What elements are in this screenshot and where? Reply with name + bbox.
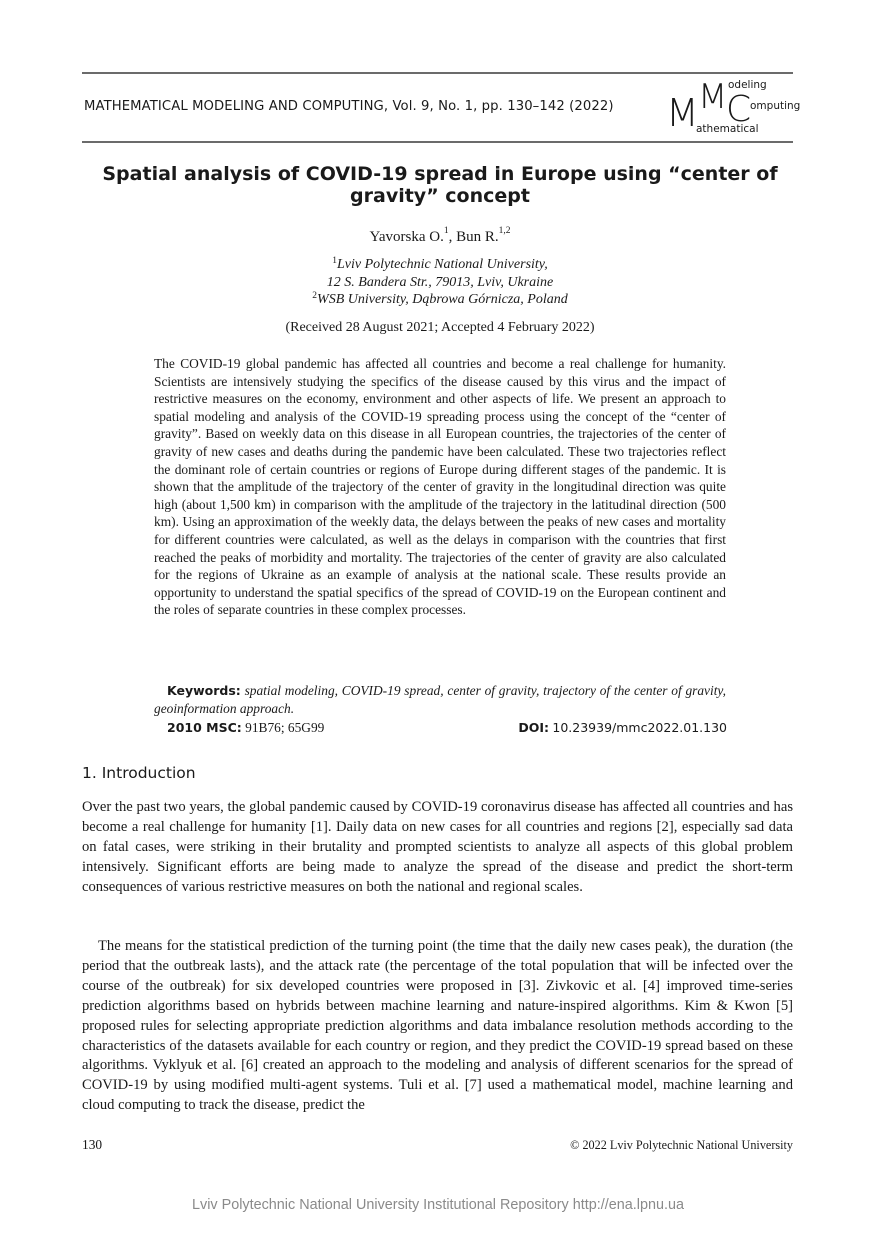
msc-classification xyxy=(167,720,324,736)
author-affiliation-mark: 1,2 xyxy=(498,226,511,236)
affiliation-line xyxy=(90,274,790,292)
keywords-label: Keywords: xyxy=(167,683,241,698)
body-paragraph: The means for the statistical prediction of the turning point (the time that the daily new cases peak), the duration (the period that the outbreak lasts), and the attack rate (the percentage of the total population that will be infected over the course of the outbreak) for six developed countries were proposed in [3]. Zivkovic et al. [4] improved time-series prediction algorithms based on hybrids between machine learning and nature-inspired algorithms. Kim & Kwon [5] proposed rules for selecting appropriate prediction algorithms and data imbalance resolution methods according to the characteristics of the datasets available for each country or region, and they predict the COVID-19 spread based on these algorithms. Vyklyuk et al. [6] created an approach to the modeling and analysis of different scenarios for the spread of COVID-19 by using modified multi-agent systems. Tuli et al. [7] used a mathematical model, machine learning and cloud computing to track the disease, predict the xyxy=(82,938,793,1114)
page-number: 130 xyxy=(82,1137,103,1152)
affiliation-text: WSB University, Dąbrowa Górnicza, Poland xyxy=(317,292,568,307)
author-separator: , xyxy=(448,229,457,245)
received-dates: (Received 28 August 2021; Accepted 4 February 2022) xyxy=(285,320,595,335)
header-rule-top xyxy=(82,72,793,74)
author-name: Yavorska O. xyxy=(369,229,444,245)
logo-letter-m-top: M xyxy=(698,77,728,117)
author-affiliation-mark: 1 xyxy=(443,226,449,236)
msc-label: 2010 MSC: xyxy=(167,720,242,735)
msc-codes: 91B76; 65G99 xyxy=(245,720,325,735)
section-heading: 1. Introduction xyxy=(82,764,196,782)
affiliation-text: Lviv Polytechnic National University, xyxy=(337,257,548,272)
affiliation-text: 12 S. Bandera Str., 79013, Lviv, Ukraine xyxy=(326,274,554,290)
affiliation-line xyxy=(90,256,790,274)
repository-watermark[interactable]: Lviv Polytechnic National University Institutional Repository http://ena.lpnu.ua xyxy=(192,1197,684,1213)
affiliation-mark: 2 xyxy=(312,291,318,301)
doi-link[interactable]: 10.23939/mmc2022.01.130 xyxy=(552,720,727,735)
journal-logo xyxy=(664,76,801,138)
doi xyxy=(518,720,727,736)
affiliation-line xyxy=(90,291,790,309)
keywords-text: spatial modeling, COVID-19 spread, center of gravity, trajectory of the center of gravity, geoinformation approach. xyxy=(154,683,726,716)
logo-word-computing: omputing xyxy=(750,100,801,112)
logo-word-mathematical: athematical xyxy=(696,123,759,135)
affiliations xyxy=(90,256,790,309)
author-list xyxy=(90,226,790,246)
header-rule-bottom xyxy=(82,141,793,143)
logo-word-modeling: odeling xyxy=(728,79,767,91)
body-paragraph: Over the past two years, the global pandemic caused by COVID-19 coronavirus disease has affected all countries and has become a real challenge for humanity [1]. Daily data on new cases for all countries and regions [2], especially sad data on fatal cases, were striking in their brutality and prompted scientists to analyze all aspects of this global problem intensively. Significant efforts are being made to analyze the spread of the disease and predict the short-term consequences of various restrictive measures on both the national and regional scales. xyxy=(82,799,793,895)
msc-doi-row xyxy=(167,720,727,736)
journal-citation: MATHEMATICAL MODELING AND COMPUTING, Vol. 9, No. 1, pp. 130–142 (2022) xyxy=(84,99,614,114)
abstract: The COVID-19 global pandemic has affected all countries and become a real challenge for humanity. Scientists are intensively studying the specifics of the disease caused by this virus and the impact of restrictive measures on the economy, environment and other aspects of life. We present an approach to spatial modeling and analysis of the COVID-19 spreading process using the concept of the “center of gravity”. Based on weekly data on this disease in all European countries, the trajectories of the center of gravity of new cases and deaths during the pandemic have been calculated. These two trajectories reflect the dominant role of certain countries or regions of Europe during different stages of the pandemic. It is shown that the amplitude of the trajectory of the center of gravity in the longitudinal direction was quite high (about 1,500 km) in comparison with the amplitude of the trajectory in the latitudinal direction (500 km). Using an approximation of the weekly data, the delays between the peaks of new cases and mortality for different countries were calculated, as well as the delays in comparison with the countries that first reached the peaks of morbidity and mortality. The trajectories of the center of gravity are also calculated for the regions of Ukraine as an example of analysis at the national scale. These results provide an opportunity to understand the spatial specifics of the spread of COVID-19 on the European continent and the roles of separate countries in these complex processes. xyxy=(154,356,726,618)
logo-letter-m-large: M xyxy=(666,91,699,135)
doi-label: DOI: xyxy=(518,720,550,735)
affiliation-mark: 1 xyxy=(332,256,337,266)
keywords xyxy=(154,682,726,717)
author-name: Bun R. xyxy=(456,229,499,245)
copyright-notice: © 2022 Lviv Polytechnic National University xyxy=(570,1138,793,1152)
logo-letter-c: C xyxy=(726,89,752,130)
paper-title: Spatial analysis of COVID-19 spread in Europe using “center of gravity” concept xyxy=(102,163,778,207)
